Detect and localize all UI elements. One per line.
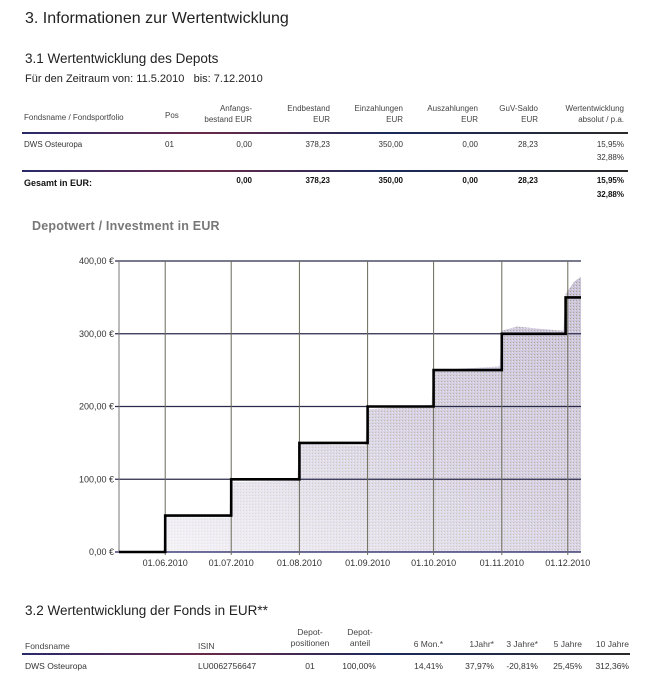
x-tick-label: 01.08.2010 — [276, 558, 322, 568]
depotwert-area-shade — [119, 277, 581, 552]
x-tick-label: 01.12.2010 — [545, 558, 591, 568]
col-header-isin: ISIN — [198, 641, 215, 651]
cell-isin: LU0062756647 — [198, 661, 257, 671]
y-tick-label: 300,00 € — [78, 328, 114, 339]
x-tick-label: 01.06.2010 — [142, 558, 188, 568]
cell-positions: 01 — [305, 661, 315, 671]
period-from: 11.5.2010 — [136, 73, 185, 85]
section-title: 3. Informationen zur Wertentwicklung — [25, 10, 289, 27]
total-perf-abs: 15,95% — [596, 176, 624, 185]
x-tick-label: 01.09.2010 — [345, 558, 391, 568]
cell-in: 350,00 — [378, 140, 403, 149]
cell-end: 378,23 — [305, 140, 330, 149]
period-to-label: bis: — [193, 73, 211, 85]
cell-pl: 28,23 — [517, 140, 538, 149]
y-tick-label: 0,00 € — [88, 547, 114, 557]
col-header-share-line1: Depot- — [347, 627, 373, 637]
col-header-share-line2: anteil — [349, 638, 371, 648]
col-header-pl-line1: GuV-Saldo — [499, 104, 538, 113]
subsection-title-funds: 3.2 Wertentwicklung der Fonds in EUR** — [25, 603, 268, 618]
subsection-title-depot: 3.1 Wertentwicklung des Depots — [25, 51, 219, 66]
col-header-6m: 6 Mon.* — [413, 639, 443, 649]
col-header-pos: Pos — [165, 111, 179, 120]
cell-10y: 312,36% — [595, 661, 629, 671]
y-tick-label: 200,00 € — [78, 401, 114, 412]
cell-perf-pa: 32,88% — [596, 153, 624, 162]
total-start: 0,00 — [236, 176, 252, 185]
col-header-positions-line2: positionen — [290, 638, 330, 648]
cell-start: 0,00 — [236, 140, 252, 149]
period-label: Für den Zeitraum von: — [25, 73, 134, 85]
cell-6m: 14,41% — [414, 661, 443, 671]
y-tick-label: 400,00 € — [78, 256, 114, 266]
col-header-start-line2: bestand EUR — [204, 115, 252, 124]
col-header-positions — [286, 627, 334, 649]
col-header-10y: 10 Jahre — [595, 639, 629, 649]
cell-perf-abs: 15,95% — [596, 140, 624, 149]
col-header-pl-line2: EUR — [521, 115, 538, 124]
col-header-perf-line2: absolut / p.a. — [578, 115, 624, 124]
col-header-end-line1: Endbestand — [287, 104, 330, 113]
funds-header-rule — [22, 653, 630, 655]
cell-1y: 37,97% — [465, 661, 494, 671]
total-label: Gesamt in EUR: — [24, 178, 93, 188]
total-perf-pa: 32,88% — [596, 190, 624, 199]
col-header-in-line2: EUR — [386, 115, 403, 124]
y-axis-labels — [79, 256, 114, 557]
total-in: 350,00 — [378, 176, 403, 185]
total-out: 0,00 — [462, 176, 478, 185]
cell-fund: DWS Osteuropa — [24, 140, 83, 149]
col-header-perf-line1: Wertentwicklung — [565, 104, 624, 113]
cell-share: 100,00% — [342, 661, 376, 671]
col-header-share — [340, 627, 380, 649]
col-header-in-line1: Einzahlungen — [354, 104, 403, 113]
col-header-positions-line1: Depot- — [297, 627, 323, 637]
col-header-1y: 1Jahr* — [469, 639, 494, 649]
total-pl: 28,23 — [517, 176, 538, 185]
cell-fundname: DWS Osteuropa — [25, 661, 87, 671]
cell-3y: -20,81% — [506, 661, 538, 671]
col-header-end-line2: EUR — [313, 115, 330, 124]
col-header-out-line2: EUR — [461, 115, 478, 124]
period-to: 7.12.2010 — [213, 73, 263, 85]
col-header-5y: 5 Jahre — [553, 639, 582, 649]
chart-title: Depotwert / Investment in EUR — [32, 219, 220, 233]
cell-out: 0,00 — [462, 140, 478, 149]
x-tick-label: 01.10.2010 — [411, 558, 457, 568]
x-axis-labels — [143, 558, 591, 568]
col-header-fund: Fondsname / Fondsportfolio — [24, 113, 124, 122]
x-tick-label: 01.11.2010 — [479, 558, 524, 568]
cell-pos: 01 — [165, 140, 174, 149]
cell-5y: 25,45% — [553, 661, 582, 671]
col-header-fundname: Fondsname — [25, 641, 70, 651]
col-header-3y: 3 Jahre* — [506, 639, 538, 649]
total-end: 378,23 — [305, 176, 330, 185]
col-header-out-line1: Auszahlungen — [427, 104, 478, 113]
x-tick-label: 01.07.2010 — [208, 558, 254, 568]
y-tick-label: 100,00 € — [78, 474, 114, 485]
col-header-start-line1: Anfangs- — [219, 104, 252, 113]
depotwert-area-layer — [119, 277, 581, 552]
